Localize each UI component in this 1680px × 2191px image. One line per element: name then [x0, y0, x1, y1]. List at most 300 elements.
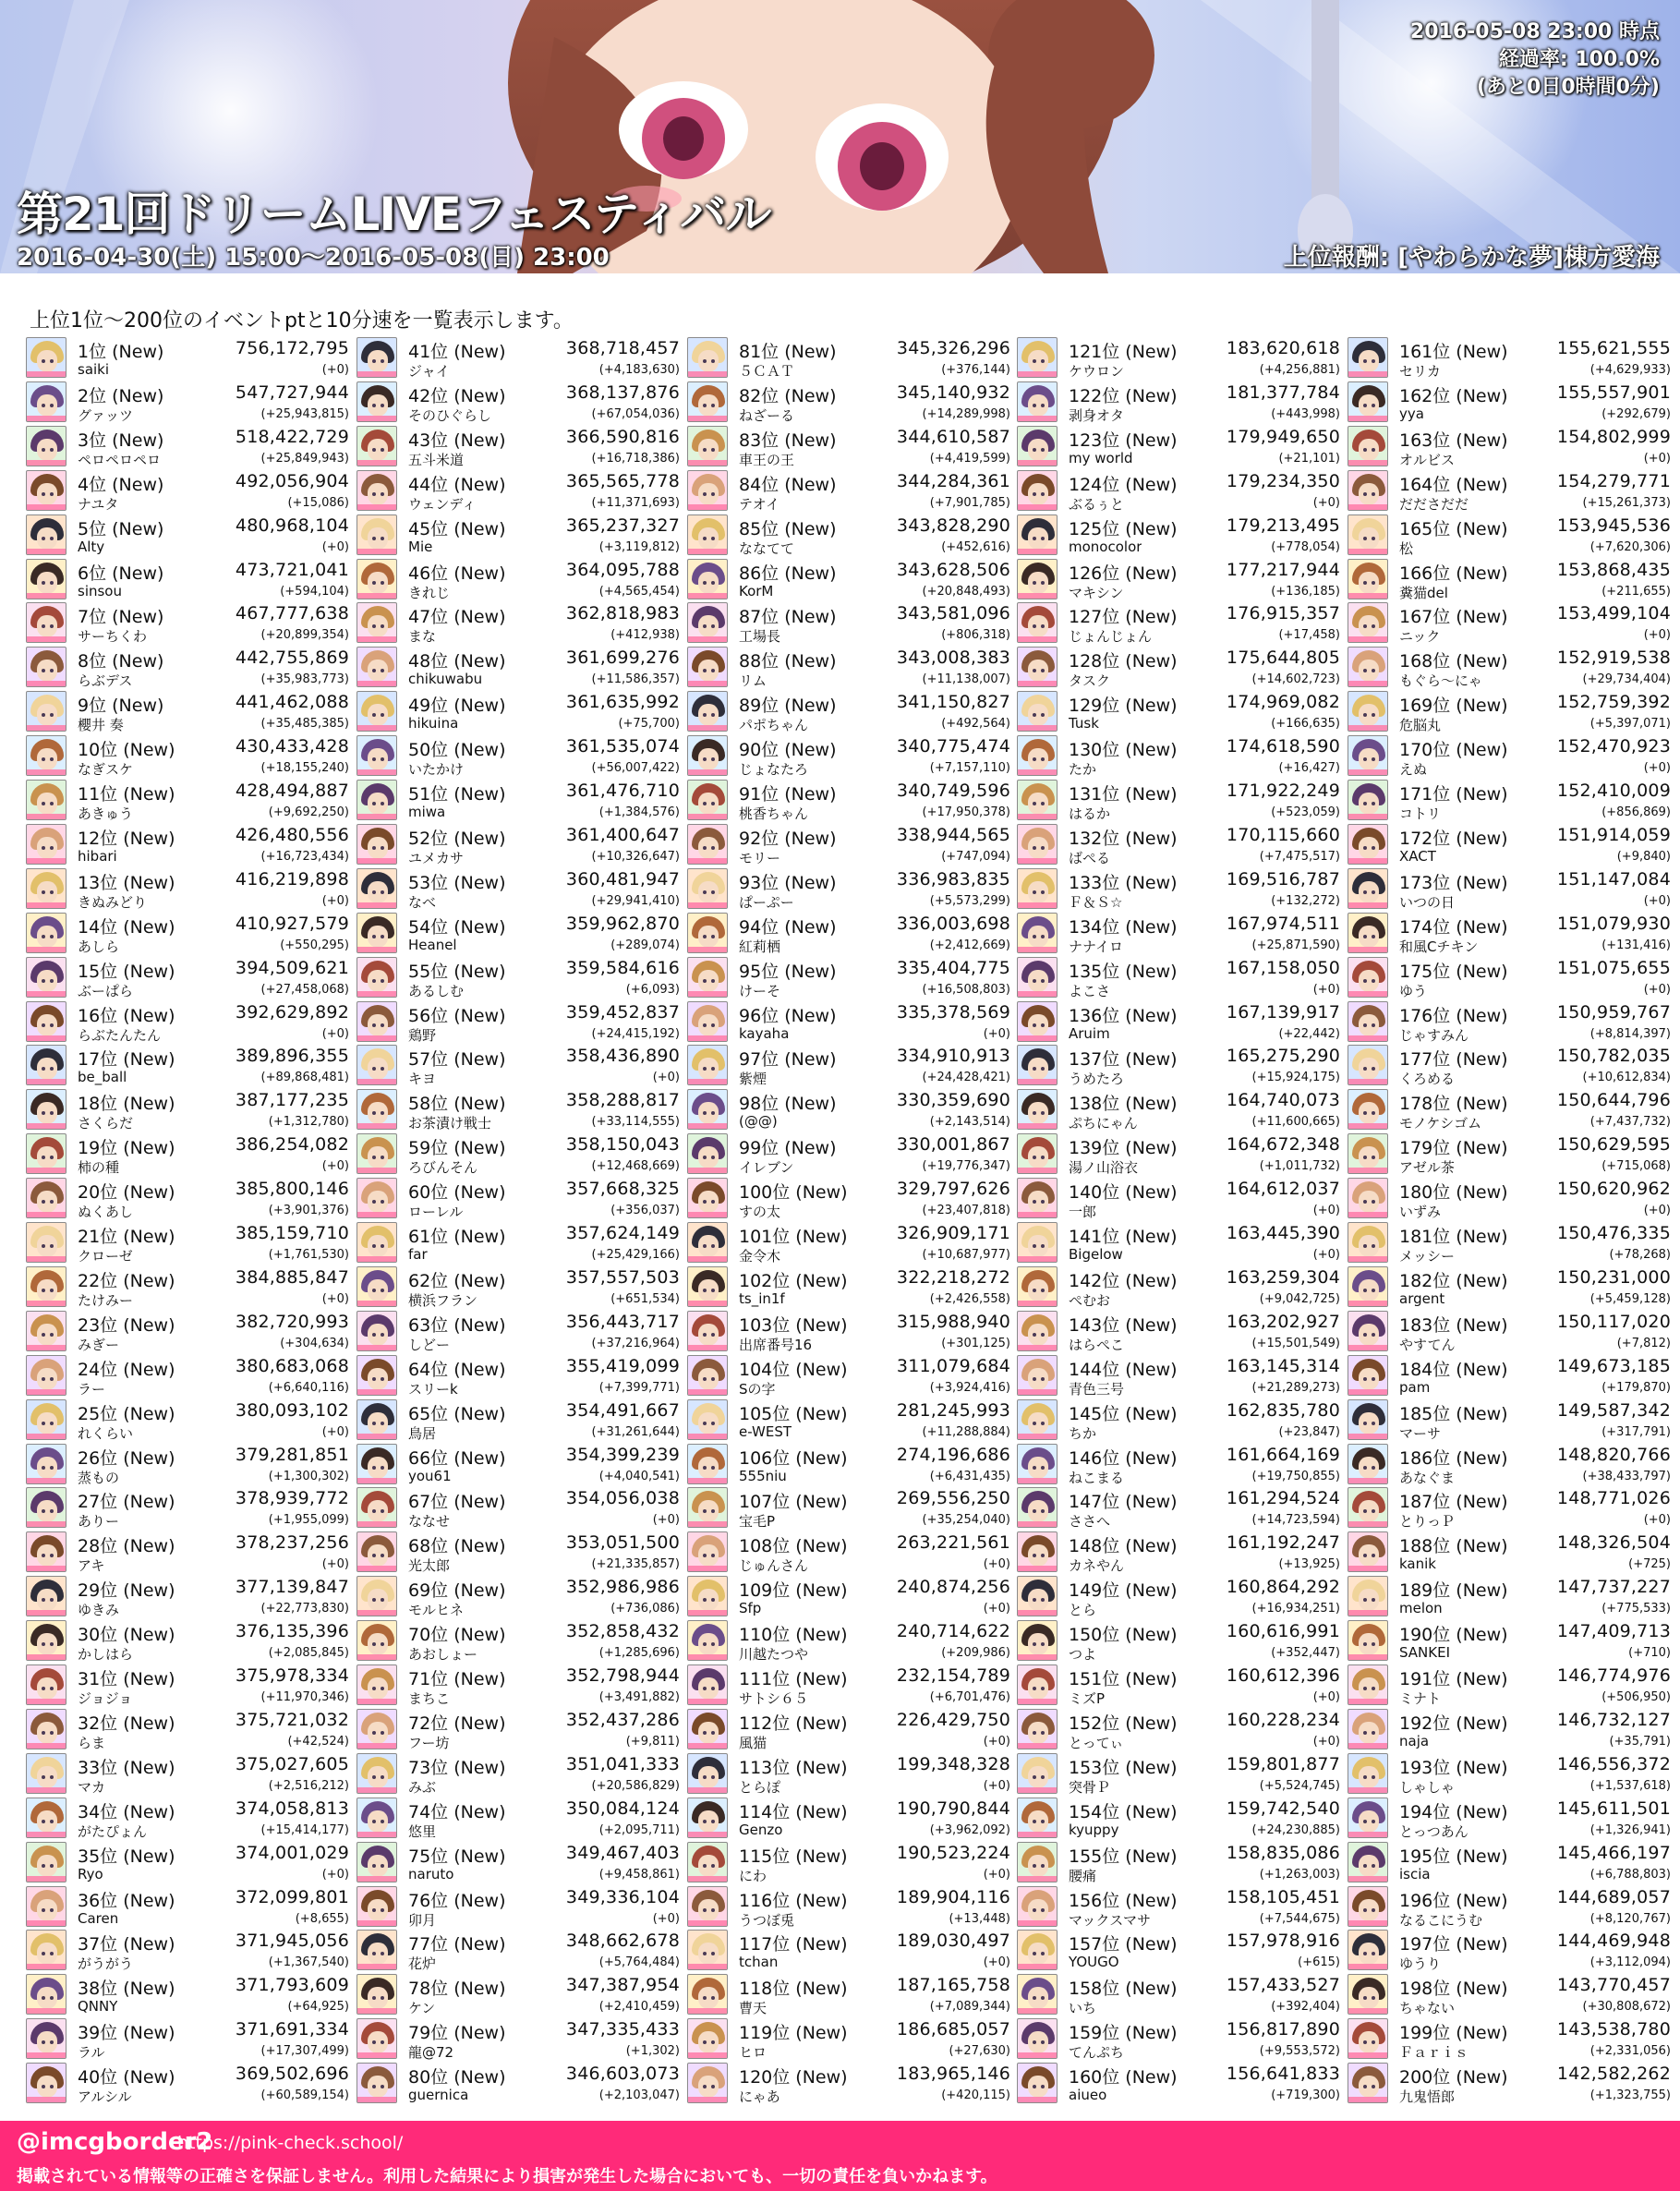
ten-minute-speed: (+304,634) [280, 1337, 349, 1350]
event-points: 334,910,913 [896, 1046, 1010, 1066]
event-points: 157,433,527 [1226, 1975, 1340, 1995]
player-name: aiueo [1069, 2087, 1107, 2103]
idol-avatar-icon [357, 1399, 397, 1440]
event-points: 189,030,497 [896, 1931, 1010, 1951]
player-name: melon [1399, 1600, 1443, 1616]
event-points: 379,281,851 [235, 1445, 349, 1465]
idol-avatar-icon [687, 559, 728, 599]
event-points: 376,135,396 [235, 1621, 349, 1641]
rank-label: 22位 (New) [78, 1271, 175, 1291]
ranking-entry [357, 558, 680, 602]
ten-minute-speed: (+0) [983, 1027, 1010, 1041]
idol-avatar-icon [26, 381, 66, 422]
player-name: あきゅう [78, 805, 134, 822]
player-name: モルヒネ [408, 1602, 465, 1618]
idol-avatar-icon [1017, 824, 1058, 865]
ten-minute-speed: (+5,524,745) [1259, 1779, 1340, 1793]
player-name: 蒸もの [78, 1470, 120, 1486]
ten-minute-speed: (+9,458,861) [598, 1868, 680, 1882]
ranking-entry [357, 1000, 680, 1045]
ten-minute-speed: (+289,074) [610, 938, 680, 952]
event-points: 163,445,390 [1226, 1223, 1340, 1243]
ranking-entry [26, 1664, 349, 1708]
player-name: サトシ６５ [739, 1690, 809, 1707]
event-points: 375,978,334 [235, 1665, 349, 1686]
idol-avatar-icon [1017, 1266, 1058, 1307]
idol-avatar-icon [357, 1001, 397, 1042]
ranking-entry [26, 912, 349, 956]
player-name: すの太 [739, 1204, 781, 1220]
rank-label: 19位 (New) [78, 1138, 175, 1158]
player-name: 龍@72 [408, 2044, 454, 2061]
intro-text: 上位1位～200位のイベントptと10分速を一覧表示します。 [30, 309, 574, 333]
ranking-entry [1017, 1885, 1340, 1930]
rank-label: 148位 (New) [1069, 1536, 1178, 1556]
event-points: 181,377,784 [1226, 382, 1340, 403]
player-name: てんぷち [1069, 2044, 1125, 2061]
event-points: 183,965,146 [896, 2064, 1010, 2084]
event-points: 183,620,618 [1226, 338, 1340, 358]
event-points: 352,858,432 [565, 1621, 680, 1641]
ranking-entry [1348, 1575, 1671, 1619]
rank-label: 77位 (New) [408, 1934, 506, 1955]
ten-minute-speed: (+1,312,780) [268, 1115, 349, 1129]
ten-minute-speed: (+5,573,299) [929, 894, 1010, 908]
idol-avatar-icon [357, 1089, 397, 1130]
ranking-entry [687, 912, 1010, 956]
ranking-entry [357, 779, 680, 823]
event-points: 480,968,104 [235, 515, 349, 536]
event-points: 392,629,892 [235, 1002, 349, 1023]
rank-label: 152位 (New) [1069, 1713, 1178, 1734]
player-name: まな [408, 628, 437, 645]
idol-avatar-icon [26, 1133, 66, 1174]
rank-label: 143位 (New) [1069, 1315, 1178, 1336]
player-name: とりっＰ [1399, 1513, 1456, 1530]
event-points: 190,523,224 [896, 1843, 1010, 1863]
event-points: 274,196,686 [896, 1445, 1010, 1465]
ten-minute-speed: (+0) [1643, 894, 1671, 908]
rank-label: 20位 (New) [78, 1182, 175, 1203]
ten-minute-speed: (+492,564) [941, 717, 1010, 731]
ten-minute-speed: (+35,254,040) [922, 1513, 1010, 1527]
event-points: 364,095,788 [565, 560, 680, 580]
ten-minute-speed: (+3,491,882) [598, 1690, 680, 1704]
idol-avatar-icon [357, 780, 397, 820]
ten-minute-speed: (+22,442) [1278, 1027, 1340, 1041]
rank-label: 90位 (New) [739, 740, 837, 760]
rank-label: 99位 (New) [739, 1138, 837, 1158]
player-name: カネやん [1069, 1557, 1125, 1574]
rank-label: 191位 (New) [1399, 1669, 1508, 1689]
idol-avatar-icon [357, 1487, 397, 1528]
event-points: 315,988,940 [896, 1312, 1010, 1332]
rank-label: 23位 (New) [78, 1315, 175, 1336]
player-name: be_ball [78, 1069, 127, 1085]
ranking-entry [1017, 734, 1340, 779]
event-points: 232,154,789 [896, 1665, 1010, 1686]
idol-avatar-icon [26, 1399, 66, 1440]
idol-avatar-icon [687, 1620, 728, 1661]
ten-minute-speed: (+9,811) [625, 1735, 680, 1749]
player-name: argent [1399, 1290, 1445, 1307]
idol-avatar-icon [357, 647, 397, 687]
idol-avatar-icon [1348, 647, 1388, 687]
idol-avatar-icon [687, 1930, 728, 1970]
player-name: グァッツ [78, 407, 134, 424]
rank-label: 149位 (New) [1069, 1580, 1178, 1601]
event-points: 145,466,197 [1556, 1843, 1671, 1863]
ten-minute-speed: (+209,986) [941, 1646, 1010, 1660]
player-name: 出席番号16 [739, 1337, 813, 1353]
ten-minute-speed: (+12,468,669) [591, 1159, 680, 1173]
ten-minute-speed: (+22,773,830) [260, 1602, 349, 1616]
idol-avatar-icon [1017, 1930, 1058, 1970]
ten-minute-speed: (+6,788,803) [1589, 1868, 1671, 1882]
idol-avatar-icon [1348, 1089, 1388, 1130]
idol-avatar-icon [26, 1045, 66, 1085]
player-name: 卯月 [408, 1912, 437, 1929]
rank-label: 117位 (New) [739, 1934, 848, 1955]
rank-label: 127位 (New) [1069, 607, 1178, 627]
rank-label: 110位 (New) [739, 1625, 848, 1645]
ten-minute-speed: (+506,950) [1601, 1690, 1671, 1704]
idol-avatar-icon [26, 1709, 66, 1749]
rank-label: 39位 (New) [78, 2023, 175, 2043]
player-name: フー坊 [408, 1735, 450, 1751]
ranking-entry [1348, 646, 1671, 690]
ten-minute-speed: (+420,115) [941, 2088, 1010, 2102]
ranking-entry [1017, 867, 1340, 912]
ranking-entry [1348, 1221, 1671, 1265]
ten-minute-speed: (+0) [983, 1955, 1010, 1969]
twitter-handle-link[interactable]: @imcgborder2 [17, 2128, 213, 2156]
idol-avatar-icon [687, 470, 728, 511]
ranking-entry [1017, 2062, 1340, 2106]
ranking-entry [357, 1221, 680, 1265]
event-points: 362,818,983 [565, 603, 680, 623]
ranking-entry [1017, 1486, 1340, 1531]
rank-label: 124位 (New) [1069, 475, 1178, 495]
player-name: Heanel [408, 937, 457, 953]
player-name: Ryo [78, 1866, 103, 1882]
idol-avatar-icon [687, 1487, 728, 1528]
ranking-entry [687, 1000, 1010, 1045]
idol-avatar-icon [1348, 691, 1388, 732]
ranking-entry [1017, 1000, 1340, 1045]
ranking-entry [687, 425, 1010, 469]
ranking-entry [1348, 1973, 1671, 2017]
ranking-entry [357, 1486, 680, 1531]
ten-minute-speed: (+11,586,357) [591, 672, 680, 686]
ranking-entry [687, 1486, 1010, 1531]
ten-minute-speed: (+594,104) [280, 585, 349, 599]
ranking-entry [26, 1619, 349, 1664]
site-url-link[interactable]: https://pink-check.school/ [177, 2133, 404, 2153]
idol-avatar-icon [1348, 602, 1388, 643]
player-name: KorM [739, 583, 774, 599]
ten-minute-speed: (+3,112,094) [1589, 1955, 1671, 1969]
rank-label: 31位 (New) [78, 1669, 175, 1689]
rank-label: 155位 (New) [1069, 1846, 1178, 1867]
event-points: 336,983,835 [896, 869, 1010, 890]
idol-avatar-icon [26, 1487, 66, 1528]
ten-minute-speed: (+0) [1312, 1735, 1340, 1749]
event-points: 387,177,235 [235, 1090, 349, 1110]
event-points: 340,749,596 [896, 781, 1010, 801]
ranking-entry [26, 779, 349, 823]
ten-minute-speed: (+0) [321, 894, 349, 908]
ten-minute-speed: (+166,635) [1271, 717, 1340, 731]
idol-avatar-icon [357, 426, 397, 466]
ten-minute-speed: (+443,998) [1271, 407, 1340, 421]
event-points: 547,727,944 [235, 382, 349, 403]
ranking-entry [687, 1443, 1010, 1487]
idol-avatar-icon [1348, 1974, 1388, 2015]
rank-label: 9位 (New) [78, 696, 164, 716]
rank-label: 131位 (New) [1069, 784, 1178, 805]
event-points: 226,429,750 [896, 1710, 1010, 1730]
ten-minute-speed: (+6,701,476) [929, 1690, 1010, 1704]
rank-label: 7位 (New) [78, 607, 164, 627]
event-points: 426,480,556 [235, 825, 349, 845]
ranking-entry [687, 1088, 1010, 1132]
player-name: Sfp [739, 1600, 762, 1616]
idol-avatar-icon [687, 381, 728, 422]
idol-avatar-icon [357, 1930, 397, 1970]
rank-label: 176位 (New) [1399, 1006, 1508, 1026]
idol-avatar-icon [1017, 1487, 1058, 1528]
ranking-entry [26, 1000, 349, 1045]
ten-minute-speed: (+24,230,885) [1251, 1823, 1340, 1837]
rank-label: 151位 (New) [1069, 1669, 1178, 1689]
rank-label: 114位 (New) [739, 1802, 848, 1822]
player-name: sinsou [78, 583, 122, 599]
player-name: far [408, 1246, 428, 1263]
rank-label: 42位 (New) [408, 386, 506, 406]
rank-label: 133位 (New) [1069, 873, 1178, 893]
player-name: ウェンディ [408, 496, 477, 513]
event-points: 382,720,993 [235, 1312, 349, 1332]
event-points: 359,452,837 [565, 1002, 680, 1023]
player-name: 風猫 [739, 1735, 767, 1751]
event-points: 371,793,609 [235, 1975, 349, 1995]
event-points: 158,835,086 [1226, 1843, 1340, 1863]
ranking-entry [1017, 779, 1340, 823]
rank-label: 113位 (New) [739, 1758, 848, 1778]
rank-label: 177位 (New) [1399, 1049, 1508, 1070]
event-points: 263,221,561 [896, 1532, 1010, 1553]
ten-minute-speed: (+7,157,110) [929, 761, 1010, 775]
ranking-entry [357, 1885, 680, 1930]
idol-avatar-icon [1017, 1753, 1058, 1794]
player-name: うめたろ [1069, 1071, 1125, 1087]
player-name: コトリ [1399, 805, 1442, 822]
ten-minute-speed: (+5,459,128) [1589, 1292, 1671, 1306]
player-name: お茶漬け戦士 [408, 1115, 492, 1132]
idol-avatar-icon [687, 1576, 728, 1616]
rank-label: 108位 (New) [739, 1536, 848, 1556]
ranking-entry [1017, 1841, 1340, 1885]
event-points: 160,616,991 [1226, 1621, 1340, 1641]
event-points: 756,172,795 [235, 338, 349, 358]
idol-avatar-icon [687, 647, 728, 687]
rank-label: 36位 (New) [78, 1891, 175, 1911]
idol-avatar-icon [687, 2063, 728, 2103]
ranking-entry [1017, 1088, 1340, 1132]
ranking-entry [26, 690, 349, 734]
event-points: 416,219,898 [235, 869, 349, 890]
ten-minute-speed: (+64,925) [287, 2000, 349, 2014]
elapsed-rate: 経過率: 100.0% [1498, 48, 1660, 71]
idol-avatar-icon [1348, 470, 1388, 511]
ten-minute-speed: (+1,300,302) [268, 1470, 349, 1483]
player-name: 悠里 [408, 1823, 437, 1840]
ranking-entry [687, 514, 1010, 558]
rank-label: 93位 (New) [739, 873, 837, 893]
event-points: 190,790,844 [896, 1798, 1010, 1819]
idol-avatar-icon [1017, 1886, 1058, 1927]
rank-label: 52位 (New) [408, 829, 506, 849]
idol-avatar-icon [687, 780, 728, 820]
idol-avatar-icon [687, 1842, 728, 1882]
player-name: いたかけ [408, 761, 465, 778]
event-points: 162,835,780 [1226, 1400, 1340, 1421]
ten-minute-speed: (+2,103,047) [598, 2088, 680, 2102]
idol-avatar-icon [26, 824, 66, 865]
player-name: なるこにうむ [1399, 1912, 1483, 1929]
ten-minute-speed: (+452,616) [941, 540, 1010, 554]
ten-minute-speed: (+301,125) [941, 1337, 1010, 1350]
event-points: 164,740,073 [1226, 1090, 1340, 1110]
idol-avatar-icon [1348, 1842, 1388, 1882]
player-name: 湯ノ山浴衣 [1069, 1159, 1139, 1176]
ten-minute-speed: (+0) [321, 1557, 349, 1571]
idol-avatar-icon [26, 957, 66, 998]
player-name: QNNY [78, 1998, 118, 2015]
event-points: 346,603,073 [565, 2064, 680, 2084]
ranking-entry [357, 956, 680, 1000]
player-name: さくらだ [78, 1115, 134, 1132]
player-name: 横浜フラン [408, 1292, 478, 1309]
event-points: 326,909,171 [896, 1223, 1010, 1243]
ranking-entry [26, 1265, 349, 1310]
ten-minute-speed: (+9,840) [1616, 850, 1671, 864]
idol-avatar-icon [1348, 1753, 1388, 1794]
ranking-entry [1017, 956, 1340, 1000]
rank-label: 162位 (New) [1399, 386, 1508, 406]
ten-minute-speed: (+17,307,499) [260, 2044, 349, 2058]
idol-avatar-icon [357, 1045, 397, 1085]
ten-minute-speed: (+9,553,572) [1259, 2044, 1340, 2058]
ranking-entry [357, 1132, 680, 1177]
event-points: 322,218,272 [896, 1267, 1010, 1288]
idol-avatar-icon [357, 1576, 397, 1616]
ten-minute-speed: (+392,404) [1271, 2000, 1340, 2014]
player-name: SANKEI [1399, 1644, 1451, 1661]
event-points: 384,885,847 [235, 1267, 349, 1288]
ranking-entry [1348, 1177, 1671, 1221]
ten-minute-speed: (+778,054) [1271, 540, 1340, 554]
event-points: 147,409,713 [1556, 1621, 1671, 1641]
ranking-entry [1017, 381, 1340, 425]
rank-label: 184位 (New) [1399, 1360, 1508, 1380]
ten-minute-speed: (+3,962,092) [929, 1823, 1010, 1837]
ten-minute-speed: (+30,808,672) [1582, 2000, 1671, 2014]
event-points: 189,904,116 [896, 1887, 1010, 1907]
ranking-entry [357, 823, 680, 867]
event-points: 164,672,348 [1226, 1134, 1340, 1155]
player-name: なぎスケ [78, 761, 134, 778]
player-name: 櫻井 奏 [78, 717, 124, 733]
idol-avatar-icon [26, 1798, 66, 1838]
ten-minute-speed: (+550,295) [280, 938, 349, 952]
ranking-entry [357, 1619, 680, 1664]
rank-label: 49位 (New) [408, 696, 506, 716]
rank-label: 27位 (New) [78, 1492, 175, 1512]
event-points: 240,714,622 [896, 1621, 1010, 1641]
player-name: とらぽ [739, 1779, 781, 1796]
rank-label: 180位 (New) [1399, 1182, 1508, 1203]
event-points: 150,629,595 [1556, 1134, 1671, 1155]
rank-label: 197位 (New) [1399, 1934, 1508, 1955]
idol-avatar-icon [687, 1664, 728, 1705]
idol-avatar-icon [26, 2063, 66, 2103]
event-points: 366,590,816 [565, 427, 680, 447]
idol-avatar-icon [357, 1798, 397, 1838]
player-name: あるしむ [408, 983, 465, 999]
event-points: 354,399,239 [565, 1445, 680, 1465]
player-name: ささへ [1069, 1513, 1111, 1530]
player-name: ナユタ [78, 496, 119, 513]
ranking-entry [687, 1044, 1010, 1088]
event-points: 349,336,104 [565, 1887, 680, 1907]
player-name: ts_in1f [739, 1290, 785, 1307]
ranking-column [26, 336, 349, 2113]
rank-label: 15位 (New) [78, 962, 175, 982]
idol-avatar-icon [357, 1974, 397, 2015]
ranking-entry [26, 1443, 349, 1487]
event-points: 171,922,249 [1226, 781, 1340, 801]
event-points: 380,683,068 [235, 1356, 349, 1376]
ten-minute-speed: (+0) [1643, 452, 1671, 466]
idol-avatar-icon [687, 337, 728, 378]
rank-label: 181位 (New) [1399, 1227, 1508, 1247]
rank-label: 67位 (New) [408, 1492, 506, 1512]
disclaimer-text: 掲載されている情報等の正確さを保証しません。利用した結果により損害が発生した場合においても、一切の責任を負いかねます。 [17, 2167, 997, 2186]
event-points: 358,436,890 [565, 1046, 680, 1066]
idol-avatar-icon [26, 1974, 66, 2015]
ten-minute-speed: (+131,416) [1601, 938, 1671, 952]
ranking-entry [1017, 1310, 1340, 1354]
rank-label: 54位 (New) [408, 917, 506, 938]
player-name: にゃあ [739, 2088, 780, 2105]
idol-avatar-icon [26, 1531, 66, 1572]
ten-minute-speed: (+11,288,884) [922, 1425, 1010, 1439]
rank-label: 89位 (New) [739, 696, 837, 716]
player-name: ありー [78, 1513, 120, 1530]
idol-avatar-icon [1017, 735, 1058, 776]
event-points: 151,914,059 [1556, 825, 1671, 845]
event-points: 365,565,778 [565, 471, 680, 491]
ten-minute-speed: (+78,268) [1609, 1248, 1671, 1262]
idol-avatar-icon [687, 1886, 728, 1927]
rank-label: 125位 (New) [1069, 519, 1178, 539]
player-name: YOUGO [1069, 1954, 1119, 1970]
rank-label: 8位 (New) [78, 651, 164, 672]
ranking-entry [1017, 1973, 1340, 2017]
ten-minute-speed: (+24,415,192) [591, 1027, 680, 1041]
